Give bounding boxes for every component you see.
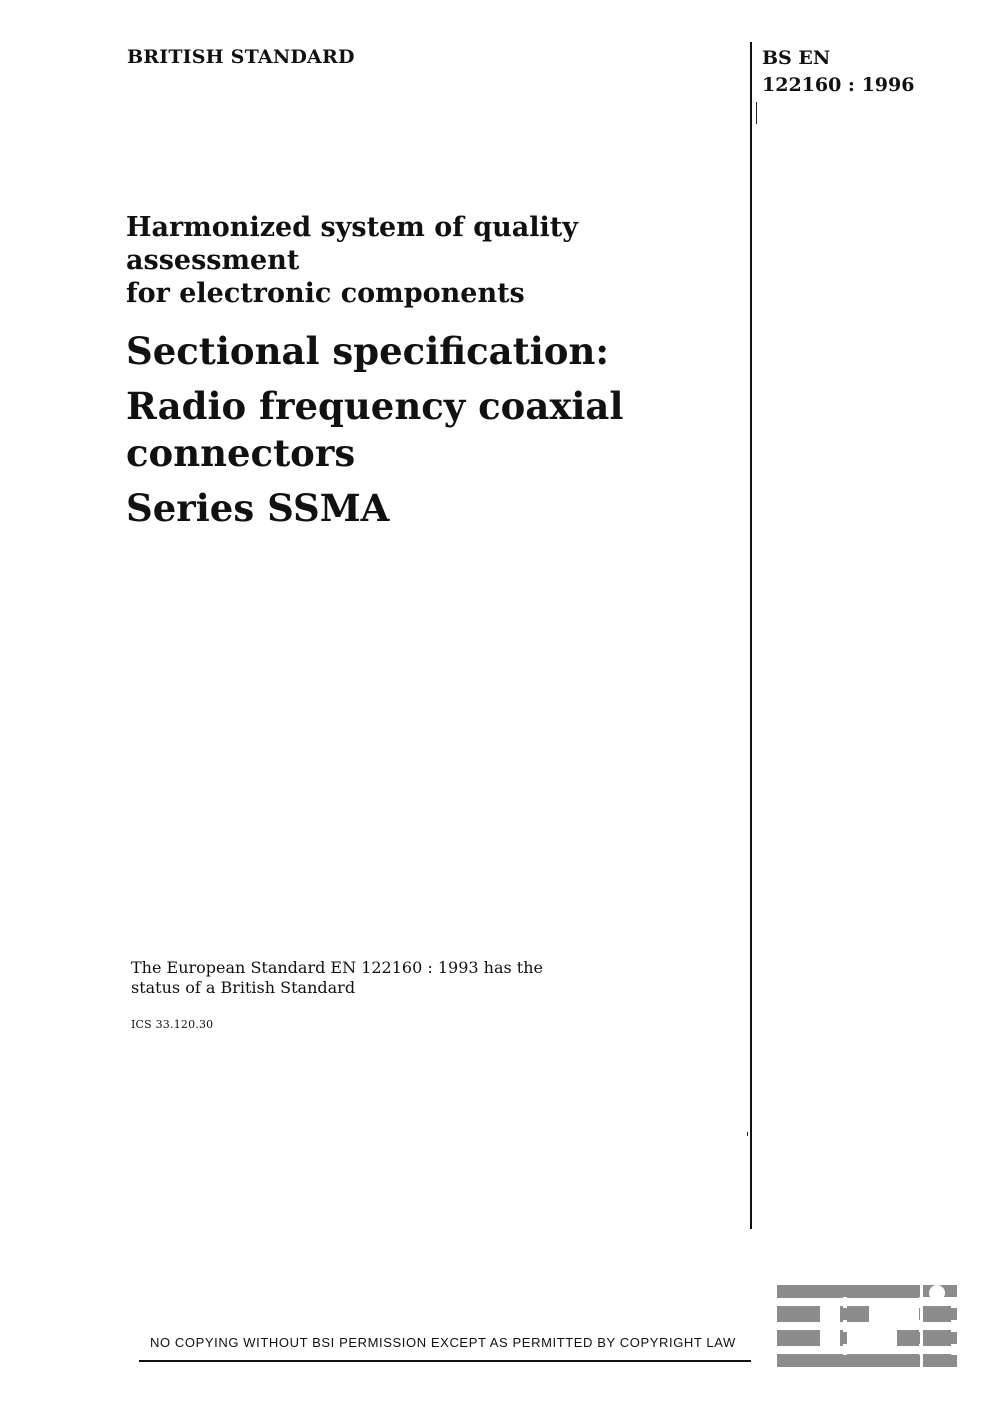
title-line-1: Sectional specification: <box>126 329 610 373</box>
subtitle-line-1: Harmonized system of quality assessment <box>126 212 578 276</box>
title-line-3: connectors <box>126 431 356 475</box>
title-line-2: Radio frequency coaxial <box>126 384 624 428</box>
subtitle <box>126 211 746 310</box>
designation-line-2: 122160 : 1996 <box>762 74 915 96</box>
small-scan-mark <box>756 102 757 124</box>
copyright-notice: NO COPYING WITHOUT BSI PERMISSION EXCEPT AS PERMITTED BY COPYRIGHT LAW <box>150 1335 736 1350</box>
main-title <box>126 328 746 532</box>
vertical-divider <box>750 42 752 1229</box>
bsi-logo <box>777 1285 957 1367</box>
ics-code: ICS 33.120.30 <box>131 1018 214 1031</box>
footer-rule <box>139 1360 751 1362</box>
standard-designation <box>762 45 962 99</box>
small-scan-mark <box>747 1132 748 1136</box>
title-block <box>126 211 746 540</box>
title-line-4: Series SSMA <box>126 486 390 530</box>
designation-line-1: BS EN <box>762 47 831 69</box>
british-standard-header: BRITISH STANDARD <box>127 46 355 68</box>
subtitle-line-2: for electronic components <box>126 278 525 309</box>
status-note: The European Standard EN 122160 : 1993 has the status of a British Standard <box>131 958 543 997</box>
